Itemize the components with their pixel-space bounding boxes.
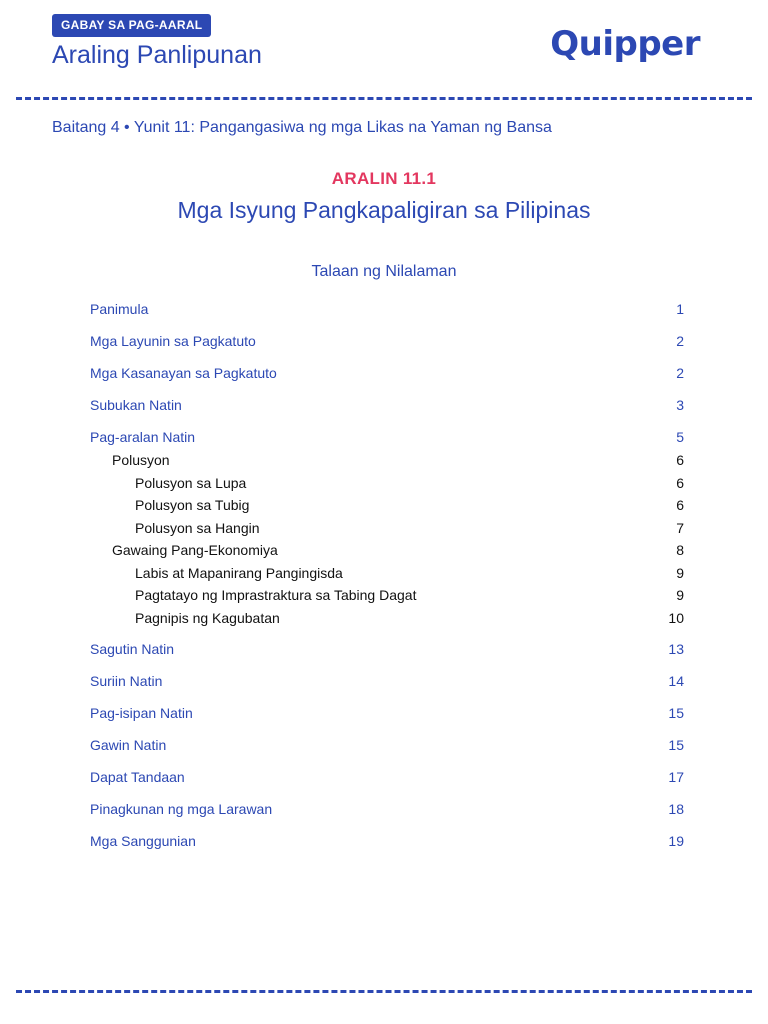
toc-entry[interactable]: [90, 362, 684, 394]
lesson-title: Mga Isyung Pangkapaligiran sa Pilipinas: [177, 197, 591, 223]
table-of-contents: [90, 298, 684, 862]
toc-heading: Talaan ng Nilalaman: [311, 263, 457, 280]
toc-entry-label: Subukan Natin: [90, 397, 182, 413]
toc-entry-page: 6: [676, 452, 684, 468]
toc-subentry[interactable]: [90, 607, 684, 630]
toc-entry-label: Pinagkunan ng mga Larawan: [90, 801, 273, 817]
toc-entry[interactable]: [90, 830, 684, 862]
toc-entry-page: 10: [668, 609, 684, 626]
toc-entry-label: Pagtatayo ng Imprastraktura sa Tabing Dagat: [135, 587, 417, 603]
toc-entry-page: 6: [676, 497, 684, 513]
toc-entry[interactable]: [90, 734, 684, 766]
toc-entry[interactable]: [90, 766, 684, 798]
toc-entry-label: Gawaing Pang-Ekonomiya: [112, 542, 278, 558]
toc-entry-label: Labis at Mapanirang Pangingisda: [135, 564, 343, 581]
page-header: [52, 14, 716, 74]
subject-title: Araling Panlipunan: [52, 41, 262, 69]
toc-entry-page: 3: [676, 397, 684, 413]
quipper-logo: Quipper: [550, 24, 700, 64]
toc-entry-page: 15: [668, 737, 684, 753]
toc-entry-page: 15: [668, 705, 684, 721]
toc-entry-label: Suriin Natin: [90, 673, 163, 689]
toc-entry-page: 9: [676, 587, 684, 603]
toc-entry-page: 2: [676, 365, 684, 381]
toc-entry-label: Polusyon: [112, 452, 170, 468]
toc-entry-label: Panimula: [90, 301, 149, 317]
toc-entry[interactable]: [90, 330, 684, 362]
toc-entry-page: 13: [668, 641, 684, 657]
toc-entry-page: 17: [668, 769, 684, 785]
toc-entry-label: Mga Sanggunian: [90, 833, 196, 849]
toc-entry-label: Mga Kasanayan sa Pagkatuto: [90, 365, 277, 381]
toc-entry-page: 6: [676, 474, 684, 491]
toc-entry[interactable]: [90, 670, 684, 702]
toc-subentry[interactable]: [90, 472, 684, 495]
toc-entry-page: 14: [668, 673, 684, 689]
toc-entry-page: 7: [676, 519, 684, 536]
toc-entry-label: Mga Layunin sa Pagkatuto: [90, 333, 256, 349]
toc-entry-label: Sagutin Natin: [90, 641, 175, 657]
toc-subentry[interactable]: [90, 562, 684, 585]
toc-entry[interactable]: [90, 394, 684, 426]
toc-entry-page: 1: [676, 301, 684, 317]
toc-entry-label: Pag-isipan Natin: [90, 705, 193, 721]
toc-subentry[interactable]: [90, 494, 684, 517]
toc-entry[interactable]: [90, 702, 684, 734]
toc-subentry[interactable]: [90, 449, 684, 472]
toc-entry-label: Polusyon sa Tubig: [135, 497, 250, 513]
toc-subentry[interactable]: [90, 539, 684, 562]
toc-entry-page: 5: [676, 429, 684, 445]
toc-entry[interactable]: [90, 638, 684, 670]
toc-entry-page: 8: [676, 542, 684, 558]
lesson-number: ARALIN 11.1: [331, 169, 437, 188]
top-dashed-divider: [16, 97, 752, 100]
toc-entry-label: Pag-aralan Natin: [90, 429, 196, 445]
bottom-dashed-divider: [16, 990, 752, 993]
toc-entry-label: Polusyon sa Lupa: [135, 474, 247, 491]
breadcrumb: Baitang 4 • Yunit 11: Pangangasiwa ng mga Likas na Yaman ng Bansa: [52, 119, 552, 136]
toc-entry-page: 2: [676, 333, 684, 349]
toc-entry-page: 18: [668, 801, 684, 817]
toc-entry-label: Polusyon sa Hangin: [135, 519, 260, 536]
toc-entry[interactable]: [90, 298, 684, 330]
toc-entry-label: Dapat Tandaan: [90, 769, 185, 785]
toc-entry-page: 19: [668, 833, 684, 849]
toc-entry[interactable]: [90, 798, 684, 830]
toc-entry-page: 9: [676, 564, 684, 581]
toc-entry-label: Pagnipis ng Kagubatan: [135, 609, 280, 626]
toc-subentry[interactable]: [90, 517, 684, 540]
toc-entry-label: Gawin Natin: [90, 737, 167, 753]
guide-badge: GABAY SA PAG-AARAL: [52, 14, 211, 37]
toc-subentry[interactable]: [90, 584, 684, 607]
toc-entry[interactable]: [90, 426, 684, 449]
